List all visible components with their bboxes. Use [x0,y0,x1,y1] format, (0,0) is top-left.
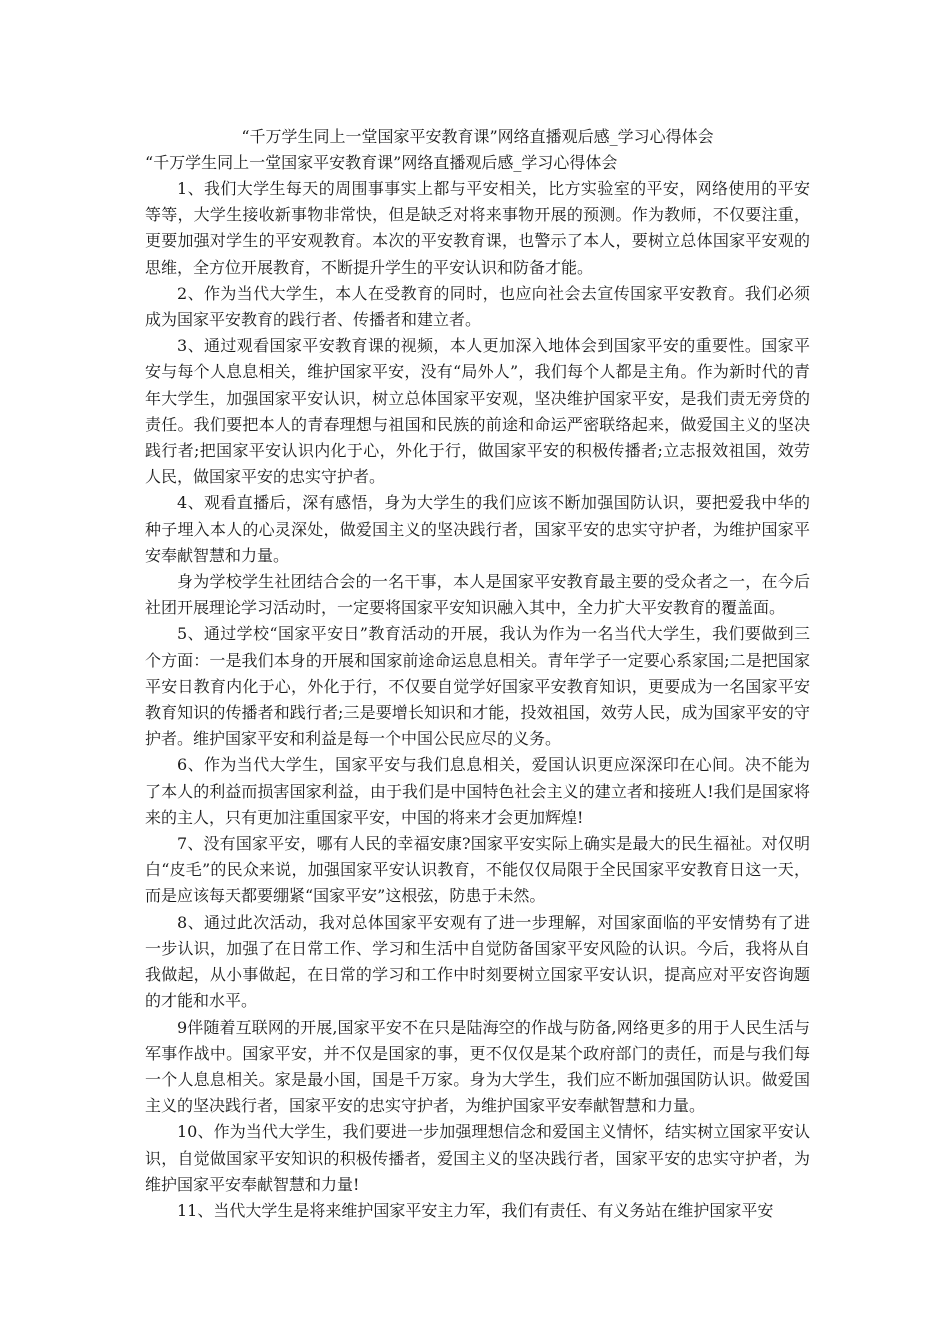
paragraph-4: 4、观看直播后，深有感悟，身为大学生的我们应该不断加强国防认识，要把爱我中华的种子埋入本人的心灵深处，做爱国主义的坚决践行者，国家平安的忠实守护者，为维护国家平安奉献智慧和力量。 [145,493,810,565]
document-subtitle: “千万学生同上一堂国家平安教育课”网络直播观后感_学习心得体会 [145,153,618,172]
paragraph-1: 1、我们大学生每天的周围事事实上都与平安相关，比方实验室的平安，网络使用的平安等等，大学生接收新事物非常快，但是缺乏对将来事物开展的预测。作为教师，不仅要注重，更要加强对学生的平安观教育。本次的平安教育课，也警示了本人，要树立总体国家平安观的思维，全方位开展教育，不断提升学生的平安认识和防备才能。 [145,179,810,277]
paragraph-8: 8、通过此次活动，我对总体国家平安观有了进一步理解，对国家面临的平安情势有了进一步认识，加强了在日常工作、学习和生活中自觉防备国家平安风险的认识。今后，我将从自我做起，从小事做起，在日常的学习和工作中时刻要树立国家平安认识，提高应对平安咨询题的才能和水平。 [145,912,810,1011]
paragraph-7: 7、没有国家平安，哪有人民的幸福安康?国家平安实际上确实是最大的民生福祉。对仅明白“皮毛”的民众来说，加强国家平安认识教育，不能仅仅局限于全民国家平安教育日这一天，而是应该每天都要绷紧“国家平安”这根弦，防患于未然。 [145,834,810,906]
paragraph-9: 9伴随着互联网的开展,国家平安不在只是陆海空的作战与防备,网络更多的用于人民生活与军事作战中。国家平安，并不仅是国家的事，更不仅仅是某个政府部门的责任，而是与我们每一个人息息相关。家是最小国，国是千万家。身为大学生，我们应不断加强国防认识。做爱国主义的坚决践行者，国家平安的忠实守护者，为维护国家平安奉献智慧和力量。 [145,1017,810,1116]
paragraph-2: 2、作为当代大学生，本人在受教育的同时，也应向社会去宣传国家平安教育。我们必须成为国家平安教育的践行者、传播者和建立者。 [145,283,810,330]
paragraph-6: 6、作为当代大学生，国家平安与我们息息相关，爱国认识更应深深印在心间。决不能为了本人的利益而损害国家利益，由于我们是中国特色社会主义的建立者和接班人!我们是国家将来的主人，只有更加注重国家平安，中国的将来才会更加辉煌! [145,755,810,827]
paragraph-11: 11、当代大学生是将来维护国家平安主力军，我们有责任、有义务站在维护国家平安 [177,1200,774,1220]
paragraph-club: 身为学校学生社团结合会的一名干事，本人是国家平安教育最主要的受众者之一，在今后社团开展理论学习活动时，一定要将国家平安知识融入其中，全力扩大平安教育的覆盖面。 [145,572,810,618]
paragraph-5: 5、通过学校“国家平安日”教育活动的开展，我认为作为一名当代大学生，我们要做到三个方面：一是我们本身的开展和国家前途命运息息相关。青年学子一定要心系家国;二是把国家平安日教育内化于心，外化于行，不仅要自觉学好国家平安教育知识，更要成为一名国家平安教育知识的传播者和践行者;三是要增长知识和才能，投效祖国，效劳人民，成为国家平安的守护者。维护国家平安和利益是每一个中国公民应尽的义务。 [145,624,810,749]
document-title: “千万学生同上一堂国家平安教育课”网络直播观后感_学习心得体会 [241,127,714,146]
document-page [145,124,810,1224]
paragraph-10: 10、作为当代大学生，我们要进一步加强理想信念和爱国主义情怀，结实树立国家平安认识，自觉做国家平安知识的积极传播者，爱国主义的坚决践行者，国家平安的忠实守护者，为维护国家平安奉献智慧和力量! [145,1122,810,1194]
paragraph-3: 3、通过观看国家平安教育课的视频，本人更加深入地体会到国家平安的重要性。国家平安与每个人息息相关，维护国家平安，没有“局外人”，我们每个人都是主角。作为新时代的青年大学生，加强国家平安认识，树立总体国家平安观，坚决维护国家平安，是我们责无旁贷的责任。我们要把本人的青春理想与祖国和民族的前途和命运严密联络起来，做爱国主义的坚决践行者;把国家平安认识内化于心，外化于行，做国家平安的积极传播者;立志报效祖国，效劳人民，做国家平安的忠实守护者。 [145,336,810,487]
